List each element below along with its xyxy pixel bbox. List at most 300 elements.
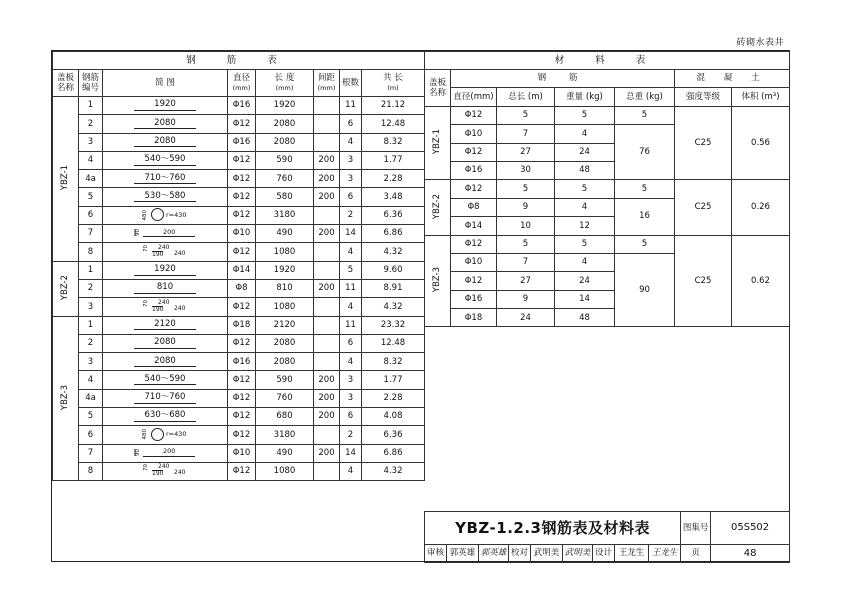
rebar-row bbox=[53, 188, 425, 206]
rebar-diameter: Φ12 bbox=[228, 426, 256, 444]
mat-total-weight: 90 bbox=[615, 253, 675, 327]
mat-total-len: 9 bbox=[497, 198, 555, 216]
header-spacing: 间距 (mm) bbox=[314, 70, 340, 97]
mat-dia: Φ18 bbox=[451, 309, 497, 327]
rebar-length: 1920 bbox=[256, 97, 314, 115]
rebar-count: 3 bbox=[340, 389, 362, 407]
rebar-spacing: 200 bbox=[314, 170, 340, 188]
rebar-row bbox=[53, 316, 425, 334]
rebar-shape-cell bbox=[103, 389, 228, 407]
mat-dia: Φ10 bbox=[451, 253, 497, 271]
stirrup-height-label: 70 bbox=[143, 299, 149, 307]
rebar-shape-cell bbox=[103, 444, 228, 462]
rebar-shape-cell bbox=[103, 170, 228, 188]
rebar-count: 3 bbox=[340, 151, 362, 169]
rebar-length: 2080 bbox=[256, 115, 314, 133]
rebar-shape-cell bbox=[103, 115, 228, 133]
rebar-row bbox=[53, 170, 425, 188]
rebar-row bbox=[53, 133, 425, 151]
mat-total-weight: 76 bbox=[615, 125, 675, 180]
rebar-bar-no: 1 bbox=[79, 261, 103, 279]
designer-signature: 王龙生 bbox=[649, 545, 681, 563]
mat-header-steel: 钢 筋 bbox=[451, 70, 675, 88]
rebar-length: 2080 bbox=[256, 334, 314, 352]
ring-height-label: 480 bbox=[142, 429, 149, 440]
rebar-diameter: Φ18 bbox=[228, 316, 256, 334]
rebar-total: 8.91 bbox=[362, 279, 425, 297]
review-label: 审核 bbox=[425, 545, 447, 563]
rebar-shape-cell bbox=[103, 133, 228, 151]
atlas-number: 05S502 bbox=[711, 512, 790, 545]
mat-header-member: 盖板名称 bbox=[425, 70, 451, 107]
rebar-bar-no: 6 bbox=[79, 426, 103, 444]
rebar-shape-cell bbox=[103, 279, 228, 297]
rebar-bar-no: 5 bbox=[79, 408, 103, 426]
stirrup-bar-shape bbox=[130, 300, 200, 312]
rebar-count: 3 bbox=[340, 170, 362, 188]
rebar-length: 1080 bbox=[256, 243, 314, 261]
rebar-bar-no: 3 bbox=[79, 353, 103, 371]
rebar-member-cell bbox=[53, 316, 79, 481]
rebar-row bbox=[53, 371, 425, 389]
rebar-total: 21.12 bbox=[362, 97, 425, 115]
rebar-shape-cell bbox=[103, 408, 228, 426]
mat-dia: Φ12 bbox=[451, 106, 497, 124]
hook-bar-shape bbox=[135, 229, 196, 238]
stirrup-bottom-label: 190 bbox=[152, 250, 164, 258]
rebar-spacing: 200 bbox=[314, 151, 340, 169]
rebar-count: 2 bbox=[340, 206, 362, 224]
rebar-table bbox=[52, 51, 425, 481]
page-label: 页 bbox=[681, 545, 711, 563]
rebar-shape-label: 1920 bbox=[134, 265, 196, 276]
mat-weight: 14 bbox=[555, 290, 615, 308]
header-length: 长 度 (mm) bbox=[256, 70, 314, 97]
rebar-length: 2080 bbox=[256, 133, 314, 151]
rebar-count: 4 bbox=[340, 243, 362, 261]
material-row bbox=[425, 106, 790, 124]
rebar-total: 6.86 bbox=[362, 444, 425, 462]
rebar-bar-no: 3 bbox=[79, 298, 103, 316]
rebar-total: 8.32 bbox=[362, 133, 425, 151]
rebar-shape-label: 540～590 bbox=[134, 375, 196, 386]
rebar-shape-cell bbox=[103, 188, 228, 206]
mat-total-len: 27 bbox=[497, 272, 555, 290]
rebar-count: 5 bbox=[340, 261, 362, 279]
mat-dia: Φ12 bbox=[451, 143, 497, 161]
rebar-spacing bbox=[314, 353, 340, 371]
rebar-shape-cell bbox=[103, 261, 228, 279]
mat-header-volume: 体积 (m³) bbox=[732, 88, 790, 106]
rebar-length: 1080 bbox=[256, 462, 314, 480]
rebar-diameter: Φ12 bbox=[228, 462, 256, 480]
mat-weight: 5 bbox=[555, 180, 615, 198]
mat-dia: Φ12 bbox=[451, 235, 497, 253]
rebar-shape-label: 2080 bbox=[134, 137, 196, 148]
mat-member-name: YBZ-1 bbox=[432, 129, 443, 155]
rebar-length: 760 bbox=[256, 170, 314, 188]
rebar-count: 6 bbox=[340, 334, 362, 352]
rebar-row bbox=[53, 444, 425, 462]
rebar-shape-label: 810 bbox=[134, 283, 196, 294]
rebar-bar-no: 4 bbox=[79, 371, 103, 389]
material-header-row-1 bbox=[425, 70, 790, 88]
rebar-spacing: 200 bbox=[314, 408, 340, 426]
material-table-title: 材 料 表 bbox=[425, 52, 790, 70]
checker-name: 武明美 bbox=[531, 545, 563, 563]
rebar-total: 6.86 bbox=[362, 225, 425, 243]
designer-name: 王龙生 bbox=[615, 545, 649, 563]
rebar-diameter: Φ12 bbox=[228, 389, 256, 407]
rebar-bar-no: 2 bbox=[79, 279, 103, 297]
mat-dia: Φ12 bbox=[451, 180, 497, 198]
rebar-member-cell bbox=[53, 97, 79, 262]
hook-height-label: 90 bbox=[134, 229, 141, 237]
rebar-shape-cell bbox=[103, 371, 228, 389]
rebar-bar-no: 5 bbox=[79, 188, 103, 206]
rebar-row bbox=[53, 389, 425, 407]
rebar-count: 11 bbox=[340, 316, 362, 334]
rebar-total: 4.32 bbox=[362, 298, 425, 316]
stirrup-top-label: 240 bbox=[158, 463, 170, 471]
mat-total-len: 5 bbox=[497, 106, 555, 124]
rebar-diameter: Φ12 bbox=[228, 151, 256, 169]
rebar-shape-label: 710～760 bbox=[134, 174, 196, 185]
ring-radius-label: r=430 bbox=[165, 210, 187, 219]
rebar-spacing: 200 bbox=[314, 389, 340, 407]
stirrup-height-label: 70 bbox=[143, 244, 149, 252]
header-diameter: 直径 (mm) bbox=[228, 70, 256, 97]
rebar-bar-no: 7 bbox=[79, 444, 103, 462]
rebar-bar-no: 2 bbox=[79, 115, 103, 133]
stirrup-bottom-label: 190 bbox=[152, 305, 164, 313]
stirrup-bar-shape bbox=[130, 245, 200, 257]
mat-member-cell bbox=[425, 235, 451, 327]
stirrup-side-label: 240 bbox=[174, 469, 186, 477]
rebar-count: 3 bbox=[340, 371, 362, 389]
rebar-row bbox=[53, 279, 425, 297]
rebar-shape-label: 2120 bbox=[134, 320, 196, 331]
mat-weight: 12 bbox=[555, 217, 615, 235]
mat-total-len: 9 bbox=[497, 290, 555, 308]
rebar-total: 12.48 bbox=[362, 334, 425, 352]
rebar-length: 580 bbox=[256, 188, 314, 206]
rebar-length: 2080 bbox=[256, 353, 314, 371]
rebar-row bbox=[53, 243, 425, 261]
rebar-total: 23.32 bbox=[362, 316, 425, 334]
stirrup-top-label: 240 bbox=[158, 243, 170, 251]
rebar-shape-label: 1920 bbox=[134, 100, 196, 111]
rebar-bar-no: 4a bbox=[79, 170, 103, 188]
mat-header-total-len: 总长 (m) bbox=[497, 88, 555, 106]
mat-total-weight: 5 bbox=[615, 235, 675, 253]
rebar-count: 4 bbox=[340, 298, 362, 316]
mat-weight: 48 bbox=[555, 161, 615, 179]
rebar-member-cell bbox=[53, 261, 79, 316]
rebar-table-title: 钢 筋 表 bbox=[53, 52, 425, 70]
rebar-length: 590 bbox=[256, 371, 314, 389]
mat-dia: Φ10 bbox=[451, 125, 497, 143]
rebar-member-name: YBZ-2 bbox=[60, 274, 71, 300]
rebar-spacing: 200 bbox=[314, 279, 340, 297]
rebar-total: 2.28 bbox=[362, 389, 425, 407]
rebar-spacing: 200 bbox=[314, 225, 340, 243]
mat-total-len: 27 bbox=[497, 143, 555, 161]
rebar-total: 4.32 bbox=[362, 462, 425, 480]
stirrup-side-label: 240 bbox=[174, 249, 186, 257]
mat-dia: Φ14 bbox=[451, 217, 497, 235]
rebar-spacing bbox=[314, 133, 340, 151]
mat-member-name: YBZ-3 bbox=[432, 267, 443, 293]
rebar-total: 8.32 bbox=[362, 353, 425, 371]
mat-header-total-weight: 总重 (kg) bbox=[615, 88, 675, 106]
mat-weight: 24 bbox=[555, 143, 615, 161]
rebar-length: 490 bbox=[256, 444, 314, 462]
mat-total-len: 24 bbox=[497, 309, 555, 327]
mat-member-name: YBZ-2 bbox=[432, 193, 443, 219]
rebar-shape-cell bbox=[103, 225, 228, 243]
header-total: 共 长 (m) bbox=[362, 70, 425, 97]
rebar-shape-cell bbox=[103, 298, 228, 316]
rebar-total: 6.36 bbox=[362, 206, 425, 224]
mat-total-len: 5 bbox=[497, 235, 555, 253]
rebar-shape-label: 710～760 bbox=[134, 393, 196, 404]
rebar-count: 6 bbox=[340, 408, 362, 426]
drawing-category-label: 砖砌水表井 bbox=[736, 38, 784, 48]
mat-header-dia: 直径(mm) bbox=[451, 88, 497, 106]
rebar-row bbox=[53, 408, 425, 426]
hook-bar-shape bbox=[135, 448, 196, 457]
hook-length-label: 200 bbox=[143, 448, 195, 457]
rebar-total: 12.48 bbox=[362, 115, 425, 133]
mat-dia: Φ12 bbox=[451, 272, 497, 290]
rebar-spacing bbox=[314, 316, 340, 334]
rebar-length: 3180 bbox=[256, 426, 314, 444]
rebar-shape-cell bbox=[103, 97, 228, 115]
page-number: 48 bbox=[711, 545, 790, 563]
header-member: 盖板名称 bbox=[53, 70, 79, 97]
rebar-total: 4.08 bbox=[362, 408, 425, 426]
rebar-shape-cell bbox=[103, 426, 228, 444]
mat-dia: Φ16 bbox=[451, 290, 497, 308]
stirrup-side-label: 240 bbox=[174, 304, 186, 312]
rebar-shape-label: 530～580 bbox=[134, 192, 196, 203]
rebar-diameter: Φ10 bbox=[228, 225, 256, 243]
header-shape: 简 图 bbox=[103, 70, 228, 97]
ring-height-label: 480 bbox=[142, 209, 149, 221]
rebar-shape-label: 2080 bbox=[134, 338, 196, 349]
rebar-row bbox=[53, 426, 425, 444]
rebar-bar-no: 7 bbox=[79, 225, 103, 243]
ring-icon bbox=[151, 208, 164, 221]
rebar-row bbox=[53, 97, 425, 115]
ring-bar-shape bbox=[143, 428, 186, 441]
rebar-diameter: Φ16 bbox=[228, 133, 256, 151]
rebar-diameter: Φ8 bbox=[228, 279, 256, 297]
rebar-header-row bbox=[53, 70, 425, 97]
mat-total-len: 10 bbox=[497, 217, 555, 235]
rebar-row bbox=[53, 261, 425, 279]
rebar-diameter: Φ12 bbox=[228, 243, 256, 261]
rebar-row bbox=[53, 115, 425, 133]
rebar-row bbox=[53, 353, 425, 371]
rebar-shape-label: 2080 bbox=[134, 357, 196, 368]
rebar-bar-no: 8 bbox=[79, 243, 103, 261]
rebar-shape-cell bbox=[103, 243, 228, 261]
rebar-length: 810 bbox=[256, 279, 314, 297]
rebar-diameter: Φ12 bbox=[228, 371, 256, 389]
rebar-total: 1.77 bbox=[362, 151, 425, 169]
rebar-member-name: YBZ-1 bbox=[60, 164, 71, 191]
rebar-total: 3.48 bbox=[362, 188, 425, 206]
rebar-shape-cell bbox=[103, 462, 228, 480]
mat-weight: 4 bbox=[555, 253, 615, 271]
rebar-spacing bbox=[314, 261, 340, 279]
reviewer-signature: 郭英雄 bbox=[479, 545, 509, 563]
ring-radius-label: r=430 bbox=[165, 430, 187, 439]
mat-weight: 5 bbox=[555, 106, 615, 124]
rebar-shape-cell bbox=[103, 151, 228, 169]
rebar-length: 1920 bbox=[256, 261, 314, 279]
mat-member-cell bbox=[425, 180, 451, 235]
rebar-bar-no: 6 bbox=[79, 206, 103, 224]
rebar-count: 4 bbox=[340, 353, 362, 371]
rebar-diameter: Φ16 bbox=[228, 97, 256, 115]
rebar-member-name: YBZ-3 bbox=[60, 384, 71, 410]
rebar-shape-label: 2080 bbox=[134, 119, 196, 130]
rebar-diameter: Φ12 bbox=[228, 170, 256, 188]
mat-weight: 5 bbox=[555, 235, 615, 253]
rebar-spacing bbox=[314, 115, 340, 133]
rebar-shape-label: 630～680 bbox=[134, 411, 196, 422]
material-row bbox=[425, 235, 790, 253]
reviewer-name: 郭英雄 bbox=[447, 545, 479, 563]
rebar-total: 9.60 bbox=[362, 261, 425, 279]
rebar-count: 11 bbox=[340, 97, 362, 115]
rebar-spacing bbox=[314, 243, 340, 261]
rebar-shape-cell bbox=[103, 353, 228, 371]
rebar-length: 2120 bbox=[256, 316, 314, 334]
rebar-length: 490 bbox=[256, 225, 314, 243]
mat-total-len: 5 bbox=[497, 180, 555, 198]
mat-header-grade: 强度等级 bbox=[675, 88, 732, 106]
rebar-row bbox=[53, 206, 425, 224]
rebar-diameter: Φ12 bbox=[228, 408, 256, 426]
rebar-total: 2.28 bbox=[362, 170, 425, 188]
rebar-length: 1080 bbox=[256, 298, 314, 316]
mat-header-weight: 重量 (kg) bbox=[555, 88, 615, 106]
title-block bbox=[424, 511, 790, 563]
rebar-diameter: Φ10 bbox=[228, 444, 256, 462]
rebar-row bbox=[53, 151, 425, 169]
rebar-count: 4 bbox=[340, 462, 362, 480]
mat-total-weight: 5 bbox=[615, 106, 675, 124]
rebar-diameter: Φ12 bbox=[228, 206, 256, 224]
mat-concrete-grade: C25 bbox=[675, 235, 732, 327]
rebar-spacing: 200 bbox=[314, 371, 340, 389]
check-label: 校对 bbox=[509, 545, 531, 563]
rebar-spacing bbox=[314, 206, 340, 224]
mat-weight: 48 bbox=[555, 309, 615, 327]
rebar-bar-no: 4 bbox=[79, 151, 103, 169]
ring-bar-shape bbox=[143, 208, 186, 221]
hook-height-label: 90 bbox=[134, 448, 141, 456]
rebar-spacing: 200 bbox=[314, 444, 340, 462]
mat-concrete-grade: C25 bbox=[675, 106, 732, 180]
rebar-bar-no: 1 bbox=[79, 316, 103, 334]
mat-total-weight: 16 bbox=[615, 198, 675, 235]
rebar-bar-no: 2 bbox=[79, 334, 103, 352]
rebar-shape-cell bbox=[103, 316, 228, 334]
header-count: 根数 bbox=[340, 70, 362, 97]
mat-member-cell bbox=[425, 106, 451, 180]
rebar-row bbox=[53, 462, 425, 480]
rebar-spacing bbox=[314, 462, 340, 480]
mat-total-weight: 5 bbox=[615, 180, 675, 198]
rebar-count: 14 bbox=[340, 444, 362, 462]
stirrup-height-label: 70 bbox=[143, 464, 149, 472]
mat-weight: 4 bbox=[555, 198, 615, 216]
rebar-count: 4 bbox=[340, 133, 362, 151]
rebar-shape-label: 540～590 bbox=[134, 155, 196, 166]
rebar-total: 1.77 bbox=[362, 371, 425, 389]
stirrup-top-label: 240 bbox=[158, 298, 170, 306]
mat-weight: 24 bbox=[555, 272, 615, 290]
mat-concrete-volume: 0.62 bbox=[732, 235, 790, 327]
rebar-diameter: Φ12 bbox=[228, 115, 256, 133]
rebar-bar-no: 4a bbox=[79, 389, 103, 407]
rebar-bar-no: 1 bbox=[79, 97, 103, 115]
rebar-spacing bbox=[314, 298, 340, 316]
rebar-length: 680 bbox=[256, 408, 314, 426]
rebar-diameter: Φ12 bbox=[228, 298, 256, 316]
rebar-count: 14 bbox=[340, 225, 362, 243]
rebar-length: 760 bbox=[256, 389, 314, 407]
rebar-diameter: Φ14 bbox=[228, 261, 256, 279]
mat-total-len: 30 bbox=[497, 161, 555, 179]
mat-concrete-grade: C25 bbox=[675, 180, 732, 235]
mat-total-len: 7 bbox=[497, 253, 555, 271]
material-header-row-2 bbox=[425, 88, 790, 106]
design-label: 设计 bbox=[593, 545, 615, 563]
stirrup-bottom-label: 190 bbox=[152, 470, 164, 478]
rebar-bar-no: 3 bbox=[79, 133, 103, 151]
rebar-shape-cell bbox=[103, 206, 228, 224]
rebar-row bbox=[53, 334, 425, 352]
rebar-spacing bbox=[314, 97, 340, 115]
material-row bbox=[425, 180, 790, 198]
rebar-length: 3180 bbox=[256, 206, 314, 224]
rebar-total: 4.32 bbox=[362, 243, 425, 261]
mat-dia: Φ16 bbox=[451, 161, 497, 179]
rebar-spacing bbox=[314, 334, 340, 352]
rebar-count: 6 bbox=[340, 115, 362, 133]
mat-total-len: 7 bbox=[497, 125, 555, 143]
rebar-diameter: Φ12 bbox=[228, 188, 256, 206]
material-table bbox=[424, 51, 790, 327]
rebar-length: 590 bbox=[256, 151, 314, 169]
drawing-title: YBZ-1.2.3钢筋表及材料表 bbox=[425, 512, 681, 545]
hook-length-label: 200 bbox=[143, 229, 195, 238]
rebar-diameter: Φ16 bbox=[228, 353, 256, 371]
mat-concrete-volume: 0.26 bbox=[732, 180, 790, 235]
rebar-diameter: Φ12 bbox=[228, 334, 256, 352]
mat-dia: Φ8 bbox=[451, 198, 497, 216]
mat-header-concrete: 混 凝 土 bbox=[675, 70, 790, 88]
rebar-row bbox=[53, 298, 425, 316]
rebar-row bbox=[53, 225, 425, 243]
rebar-count: 2 bbox=[340, 426, 362, 444]
